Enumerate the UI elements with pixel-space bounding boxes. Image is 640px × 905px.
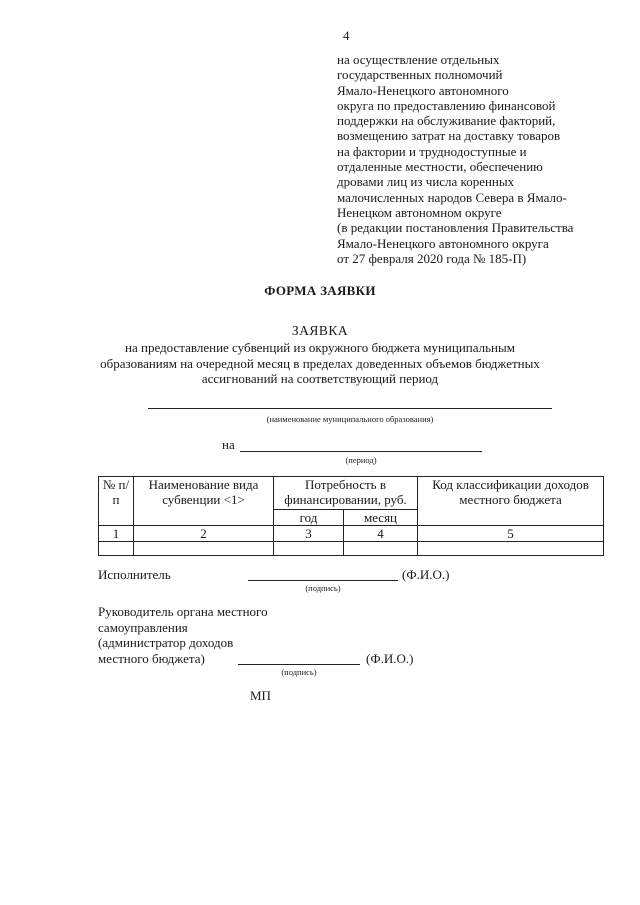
- head-fio: (Ф.И.О.): [366, 651, 414, 666]
- data-cell[interactable]: [418, 542, 604, 556]
- appendix-line: Ненецком автономном округе: [337, 204, 502, 220]
- index-cell: 3: [274, 526, 344, 542]
- head-signature-line[interactable]: [238, 664, 360, 665]
- appendix-line: отдаленные местности, обеспечению: [337, 159, 543, 175]
- stamp-placeholder: МП: [250, 688, 271, 703]
- head-label-line: самоуправления: [98, 619, 188, 635]
- subtitle-line: ассигнований на соответствующий период: [201, 371, 439, 386]
- data-cell[interactable]: [99, 542, 134, 556]
- appendix-line: на фактории и труднодоступные и: [337, 143, 527, 159]
- period-label: на: [222, 437, 235, 452]
- appendix-line: округа по предоставлению финансовой: [337, 97, 556, 113]
- header-financing-need: Потребность в финансировании, руб.: [274, 477, 418, 510]
- period-line[interactable]: [240, 451, 482, 452]
- executor-fio: (Ф.И.О.): [402, 567, 450, 582]
- index-cell: 4: [344, 526, 418, 542]
- header-year: год: [274, 510, 344, 526]
- application-table: [98, 476, 604, 556]
- application-subtitle: [80, 340, 560, 387]
- head-label: [98, 604, 268, 666]
- header-subvention-name: Наименование вида субвенции <1>: [134, 477, 274, 526]
- head-signature-caption: (подпись): [281, 667, 317, 677]
- appendix-line: (в редакции постановления Правительства: [337, 220, 574, 236]
- application-title: ЗАЯВКА: [291, 323, 349, 338]
- municipality-line[interactable]: [148, 408, 552, 409]
- executor-signature-caption: (подпись): [305, 583, 341, 593]
- executor-signature-line[interactable]: [248, 580, 398, 581]
- page-number: 4: [343, 28, 350, 43]
- index-cell: 5: [418, 526, 604, 542]
- data-cell[interactable]: [344, 542, 418, 556]
- appendix-line: Ямало-Ненецкого автономного округа: [337, 235, 549, 251]
- appendix-line: малочисленных народов Севера в Ямало-: [337, 189, 567, 205]
- head-label-line: Руководитель органа местного: [98, 604, 268, 619]
- index-cell: 2: [134, 526, 274, 542]
- appendix-line: от 27 февраля 2020 года № 185-П): [337, 250, 527, 266]
- executor-label: Исполнитель: [98, 567, 171, 582]
- period-caption: (период): [345, 455, 377, 465]
- index-cell: 1: [99, 526, 134, 542]
- header-classification-code: Код классификации доходов местного бюджета: [418, 477, 604, 526]
- municipality-caption: (наименование муниципального образования): [266, 414, 434, 424]
- appendix-line: поддержки на обслуживание факторий,: [337, 113, 556, 129]
- appendix-line: государственных полномочий: [337, 67, 503, 83]
- appendix-reference: [337, 52, 637, 266]
- appendix-line: дровами лиц из числа коренных: [337, 174, 515, 190]
- appendix-line: на осуществление отдельных: [337, 52, 500, 67]
- head-label-line: (администратор доходов: [98, 635, 234, 650]
- header-month: месяц: [344, 510, 418, 526]
- form-heading: ФОРМА ЗАЯВКИ: [264, 283, 376, 298]
- head-label-line: местного бюджета): [98, 650, 205, 666]
- header-number: № п/п: [99, 477, 134, 526]
- subtitle-line: на предоставление субвенций из окружного бюджета муниципальным: [125, 340, 515, 355]
- subtitle-line: образованиям на очередной месяц в пределах доведенных объемов бюджетных: [100, 355, 540, 371]
- data-cell[interactable]: [134, 542, 274, 556]
- appendix-line: Ямало-Ненецкого автономного: [337, 82, 509, 98]
- appendix-line: возмещению затрат на доставку товаров: [337, 128, 561, 144]
- data-cell[interactable]: [274, 542, 344, 556]
